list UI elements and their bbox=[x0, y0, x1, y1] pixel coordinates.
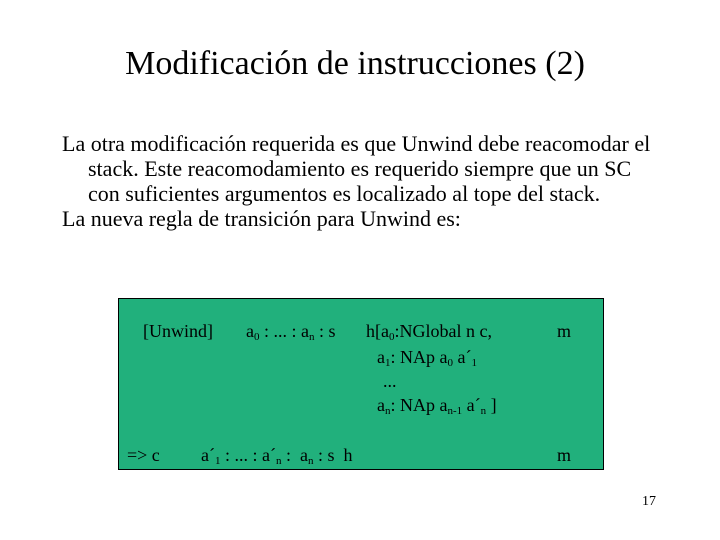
rule-heap-line-a1: $a_1$: NAp $a_0$ $a´_1$ bbox=[377, 347, 477, 369]
slide-title: Modificación de instrucciones (2) bbox=[125, 45, 585, 82]
transition-rule-box bbox=[118, 298, 604, 470]
rule-heap-line-an: $a_n$: NAp $a_{n-1}$ $a´_n$ ] bbox=[377, 395, 497, 417]
paragraph-unwind-modification: La otra modificación requerida es que Unwind debe reacomodar el stack. Este reacomodamiento es requerido siempre que un SC con suficientes argumentos es localizado al tope del stack. bbox=[62, 131, 651, 206]
slide-body bbox=[62, 131, 662, 231]
rule-result-arrow: => c bbox=[127, 445, 160, 465]
rule-heap-ellipsis: ... bbox=[383, 371, 397, 391]
rule-dump-after: m bbox=[557, 445, 572, 465]
rule-label: [Unwind] bbox=[143, 321, 213, 341]
rule-dump-before: m bbox=[557, 321, 572, 341]
rule-stack-after: $a´_1$ : ... : $a´_n$ : $a_n$ : s h bbox=[201, 445, 353, 467]
rule-stack-before: $a_0$ : ... : $a_n$ : s bbox=[246, 321, 336, 343]
rule-heap-before: $h[a_0:NGlobal$ n c, bbox=[366, 321, 492, 343]
paragraph-transition-rule-intro: La nueva regla de transición para Unwind es: bbox=[62, 206, 461, 231]
page-number: 17 bbox=[642, 494, 656, 509]
